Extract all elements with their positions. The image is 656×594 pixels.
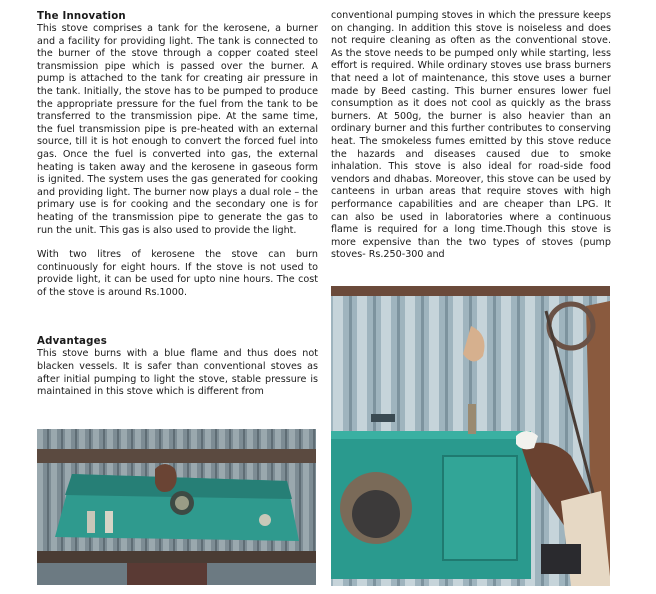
innovation-paragraph-2: With two litres of kerosene the stove can burn continuously for eight hours. If the stove is not used to provide light, it can be used for upto nine hours. The cost of the stove is around Rs.1000. bbox=[37, 249, 318, 298]
right-column bbox=[331, 10, 611, 262]
innovation-heading: The Innovation bbox=[37, 11, 126, 22]
left-column bbox=[37, 10, 318, 399]
advantages-continuation: conventional pumping stoves in which the pressure keeps on changing. In addition this stove is noiseless and does not require cleaning as often as the conventional stove. As the stove needs to be pumped only while starting, less effort is required. While ordinary stoves use brass burners that need a lot of maintenance, this stove uses a burner made by Beed casting. This burner ensures lower fuel consumption as it does not cool as quickly as the brass burners. At 500g, the burner is also heavier than an ordinary burner and this further contributes to conserving heat. The smokeless fumes emitted by this stove reduce the hazards and diseases caused due to smoke inhalation. This stove is also ideal for road-side food vendors and dhabas. Moreover, this stove can be used by canteens in urban areas that require stoves with high performance capabilities and are cheaper than LPG. It can also be used in laboratories where a continuous flame is required for a long time.Though this stove is more expensive than the two types of stoves (pump stoves- Rs.250-300 and bbox=[331, 10, 611, 261]
advantages-paragraph-1: This stove burns with a blue flame and thus does not blacken vessels. It is safer than conventional stoves as after initial pumping to light the stove, stable pressure is maintained in this stove which is different from bbox=[37, 348, 318, 398]
innovation-paragraph-1: This stove comprises a tank for the kerosene, a burner and a facility for providing light. The tank is connected to the burner of the stove through a copper coated steel transmission pipe which is passed over the burner. A pump is attached to the tank for creating air pressure in the tank. Initially, the stove has to be pumped to produce the appropriate pressure for the fuel from the tank to be transferred to the transmission pipe. At the same time, the fuel transmission pipe is pre-heated with an external source, till it is hot enough to convert the forced fuel into gas. Once the fuel is converted into gas, the external heating is taken away and the kerosene in gaseous form is ignited. The system uses the gas generated for cooking and providing light. The burner now plays a dual role – the primary use is for cooking and the secondary one is for heating of the transmission pipe to generate the gas to run the unit. This gas is also used to provide the light. bbox=[37, 23, 318, 236]
stove-tank-photo bbox=[37, 429, 316, 585]
advantages-heading: Advantages bbox=[37, 336, 107, 348]
stove-burner-photo bbox=[331, 286, 610, 586]
